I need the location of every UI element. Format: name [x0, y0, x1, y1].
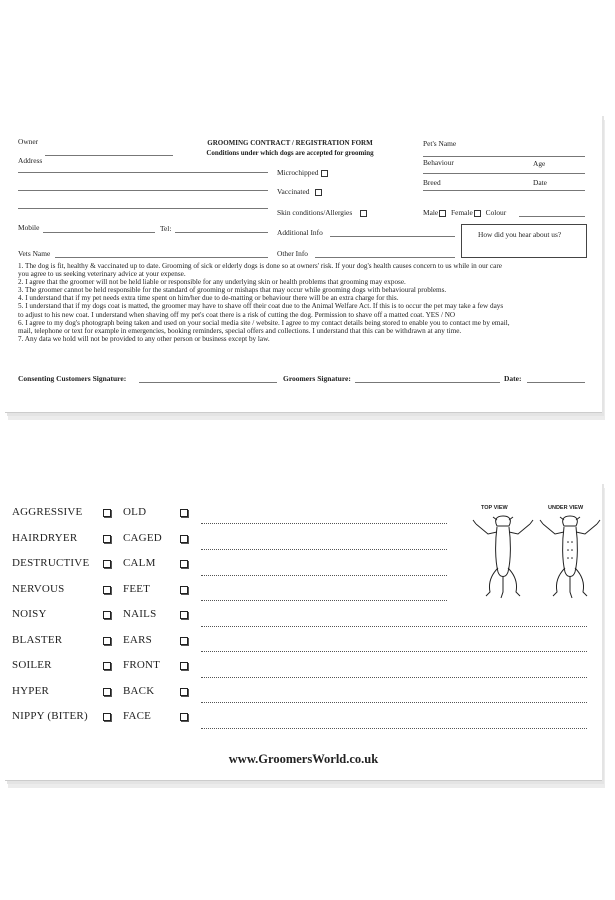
microchipped-label: Microchipped — [277, 168, 328, 177]
right-checkbox[interactable] — [180, 713, 188, 721]
condition-line: you agree to us seeking veterinary advice at your expense. — [18, 270, 186, 279]
notes-left-item: NIPPY (BITER) — [12, 710, 88, 722]
note-line[interactable] — [201, 523, 447, 524]
note-line[interactable] — [201, 600, 447, 601]
right-checkbox[interactable] — [180, 535, 188, 543]
under-view-label: UNDER VIEW — [548, 505, 584, 511]
notes-right-item: FACE — [123, 710, 152, 722]
colour-line — [519, 216, 585, 217]
notes-left-item: NOISY — [12, 608, 47, 620]
notes-left-item: BLASTER — [12, 634, 63, 646]
condition-line: 4. I understand that if my pet needs extra time spent on him/her due to de-matting or behaviour there will be an extra charge for this. — [18, 294, 399, 303]
other-info-line — [315, 257, 455, 258]
note-line[interactable] — [201, 651, 587, 652]
tel-line — [175, 232, 268, 233]
notes-right-item: BACK — [123, 685, 155, 697]
left-checkbox[interactable] — [103, 611, 111, 619]
tel-label: Tel: — [160, 224, 172, 233]
notes-right-item: OLD — [123, 506, 147, 518]
sex-colour-row: Male Female Colour — [423, 208, 507, 217]
female-checkbox[interactable] — [474, 210, 481, 217]
notes-left-item: NERVOUS — [12, 583, 65, 595]
right-checkbox[interactable] — [180, 688, 188, 696]
male-checkbox[interactable] — [439, 210, 446, 217]
note-line[interactable] — [201, 677, 587, 678]
notes-right-item: CALM — [123, 557, 156, 569]
notes-left-item: AGGRESSIVE — [12, 506, 83, 518]
notes-right-item: EARS — [123, 634, 152, 646]
groomer-signature-label: Groomers Signature: — [283, 374, 351, 383]
hear-about-us-label: How did you hear about us? — [478, 230, 562, 239]
behaviour-label: Behaviour — [423, 158, 454, 167]
address-line-1 — [18, 172, 268, 173]
skin-conditions-checkbox[interactable] — [360, 210, 367, 217]
pets-name-line — [423, 156, 585, 157]
notes-left-item: HYPER — [12, 685, 50, 697]
condition-line: 5. I understand that if my dogs coat is matted, the groomer may have to shave off their coat due to the Animal Welfare Act. If this is to occur the pet may take a few days — [18, 302, 504, 311]
address-line-2 — [18, 190, 268, 191]
dog-under-view-icon[interactable] — [535, 512, 605, 602]
left-checkbox[interactable] — [103, 560, 111, 568]
notes-left-item: DESTRUCTIVE — [12, 557, 90, 569]
breed-line — [423, 190, 585, 191]
form-title: GROOMING CONTRACT / REGISTRATION FORM — [207, 139, 373, 147]
notes-left-item: HAIRDRYER — [12, 532, 78, 544]
right-checkbox[interactable] — [180, 509, 188, 517]
address-label: Address — [18, 156, 43, 165]
note-line[interactable] — [201, 728, 587, 729]
dog-top-view-icon[interactable] — [468, 512, 538, 602]
notes-right-item: NAILS — [123, 608, 157, 620]
address-line-3 — [18, 208, 268, 209]
mobile-label: Mobile — [18, 223, 40, 232]
right-checkbox[interactable] — [180, 586, 188, 594]
age-label: Age — [533, 159, 546, 168]
owner-line — [45, 155, 173, 156]
additional-info-line — [330, 236, 455, 237]
microchipped-checkbox[interactable] — [321, 170, 328, 177]
left-checkbox[interactable] — [103, 688, 111, 696]
right-checkbox[interactable] — [180, 662, 188, 670]
left-checkbox[interactable] — [103, 535, 111, 543]
date-label: Date — [533, 178, 547, 187]
notes-left-item: SOILER — [12, 659, 52, 671]
vaccinated-checkbox[interactable] — [315, 189, 322, 196]
signature-date-line[interactable] — [527, 382, 585, 383]
condition-line: 1. The dog is fit, healthy & vaccinated up to date. Grooming of sick or elderly dogs is done so at owners' risk. If your dog's health causes concern to us while in our care — [18, 262, 502, 270]
vaccinated-label: Vaccinated — [277, 187, 322, 196]
groomer-signature-line[interactable] — [355, 382, 500, 383]
condition-line: 2. I agree that the groomer will not be held liable or responsible for any underlying skin or health problems that grooming may expose. — [18, 278, 406, 287]
left-checkbox[interactable] — [103, 586, 111, 594]
grooming-contract-card — [5, 112, 602, 412]
note-line[interactable] — [201, 626, 587, 627]
condition-line: to adjust to his new coat. I understand when shaving off my pet's coat there is a risk of cutting the dog. Permission to shave off a matted coat. YES / NO — [18, 310, 456, 319]
note-line[interactable] — [201, 575, 447, 576]
additional-info-label: Additional Info — [277, 228, 323, 237]
conditions-list — [18, 262, 598, 343]
behaviour-line — [423, 173, 585, 174]
condition-line: 7. Any data we hold will not be provided to any other person or business except by law. — [18, 334, 270, 343]
notes-right-item: CAGED — [123, 532, 162, 544]
grooming-notes-card — [5, 480, 602, 780]
condition-line: mail, telephone or text for example in emergencies, booking reminders, special offers and collections. I understand that this can be withdrawn at any time. — [18, 326, 462, 335]
vets-name-label: Vets Name — [18, 249, 51, 258]
signature-date-label: Date: — [504, 374, 522, 383]
mobile-line — [43, 232, 155, 233]
vets-name-line — [55, 257, 268, 258]
owner-label: Owner — [18, 137, 39, 146]
pets-name-label: Pet's Name — [423, 139, 457, 148]
left-checkbox[interactable] — [103, 713, 111, 721]
condition-line: 3. The groomer cannot be held responsible for the standard of grooming or mishaps that may occur while grooming dogs with behavioural problems. — [18, 286, 447, 295]
left-checkbox[interactable] — [103, 637, 111, 645]
breed-label: Breed — [423, 178, 441, 187]
right-checkbox[interactable] — [180, 611, 188, 619]
right-checkbox[interactable] — [180, 560, 188, 568]
other-info-label: Other Info — [277, 249, 308, 258]
customer-signature-line[interactable] — [139, 382, 277, 383]
right-checkbox[interactable] — [180, 637, 188, 645]
left-checkbox[interactable] — [103, 509, 111, 517]
website-url[interactable]: www.GroomersWorld.co.uk — [228, 752, 379, 766]
form-subtitle: Conditions under which dogs are accepted for grooming — [206, 149, 374, 157]
condition-line: 6. I agree to my dog's photograph being taken and used on your social media site / website. I agree to my contact details being stored to enable you to contact me by email, — [18, 318, 510, 327]
hear-about-us-box[interactable] — [461, 224, 587, 258]
customer-signature-label: Consenting Customers Signature: — [18, 374, 127, 383]
notes-right-item: FRONT — [123, 659, 161, 671]
note-line[interactable] — [201, 702, 587, 703]
skin-conditions-label: Skin conditions/Allergies — [277, 208, 367, 217]
left-checkbox[interactable] — [103, 662, 111, 670]
note-line[interactable] — [201, 549, 447, 550]
top-view-label: TOP VIEW — [481, 505, 508, 511]
notes-right-item: FEET — [123, 583, 151, 595]
